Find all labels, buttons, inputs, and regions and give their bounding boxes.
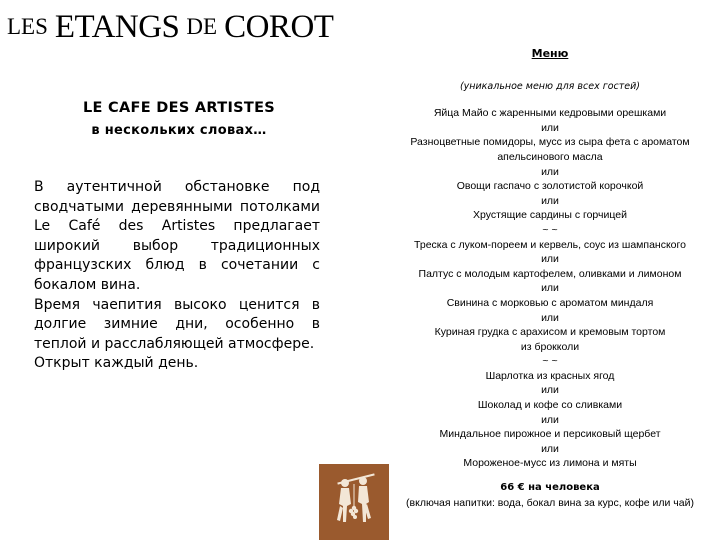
menu-line: Палтус с молодым картофелем, оливками и лимоном — [418, 267, 682, 280]
cafe-description — [34, 178, 320, 374]
cafe-heading — [34, 100, 324, 138]
menu-line: или — [541, 384, 559, 397]
menu-line: или — [541, 253, 559, 266]
menu-line: Овощи гаспачо с золотистой корочкой — [456, 180, 644, 193]
menu-line: или — [541, 121, 559, 134]
menu-line: Шарлотка из красных ягод — [485, 369, 615, 382]
menu-line: Треска с луком-пореем и кервель, соус из шампанского — [414, 238, 686, 251]
menu-line: Свинина с морковью с ароматом миндаля — [446, 296, 654, 309]
cafe-subtitle: в нескольких словах… — [91, 123, 267, 138]
menu-line: Миндальное пирожное и персиковый щербет — [439, 428, 661, 441]
logo-les: LES — [7, 14, 48, 39]
menu-line: Шоколад и кофе со сливками — [477, 399, 623, 412]
logo-corot: COROT — [224, 9, 334, 45]
menu-line: или — [541, 311, 559, 324]
menu-line: Хрустящие сардины с горчицей — [473, 209, 627, 222]
menu-items — [396, 106, 704, 471]
menu-line: или — [541, 282, 559, 295]
menu-price: 66 € на человека — [500, 482, 600, 494]
menu-line: ~ ~ — [542, 223, 558, 236]
menu-price-note: (включая напитки: вода, бокал вина за курс, кофе или чай) — [406, 496, 694, 509]
menu-line: ~ ~ — [542, 355, 558, 368]
menu-line: или — [541, 413, 559, 426]
menu-line: или — [541, 165, 559, 178]
faun-emblem-icon — [319, 464, 389, 540]
menu-subtitle: (уникальное меню для всех гостей) — [459, 80, 641, 92]
menu-line: из брокколи — [520, 340, 580, 353]
logo-de: DE — [186, 14, 218, 39]
menu-line: или — [541, 442, 559, 455]
menu-line: Разноцветные помидоры, мусс из сыра фета с ароматом апельсинового масла — [410, 136, 690, 163]
menu-title: Меню — [531, 47, 569, 60]
description-paragraph-3: Открыт каждый день. — [34, 355, 199, 372]
menu-line: Яйца Майо с жаренными кедровыми орешками — [433, 107, 667, 120]
cafe-title: LE CAFE DES ARTISTES — [82, 100, 276, 116]
restaurant-logo — [7, 10, 333, 44]
menu-line: или — [541, 194, 559, 207]
menu-panel — [396, 47, 704, 510]
logo-etangs: ETANGS — [54, 9, 180, 45]
description-paragraph-2: Время чаепития высоко ценится в долгие зимние дни, особенно в теплой и расслабляющей атмосфере. — [34, 296, 320, 352]
menu-line: Мороженое-мусс из лимона и мяты — [463, 457, 637, 470]
menu-line: Куриная грудка с арахисом и кремовым тортом — [434, 326, 666, 339]
description-paragraph-1: В аутентичной обстановке под сводчатыми деревянными потолками Le Café des Artistes предлагает широкий выбор традиционных французских блюд в сочетании с бокалом вина. — [34, 179, 320, 293]
